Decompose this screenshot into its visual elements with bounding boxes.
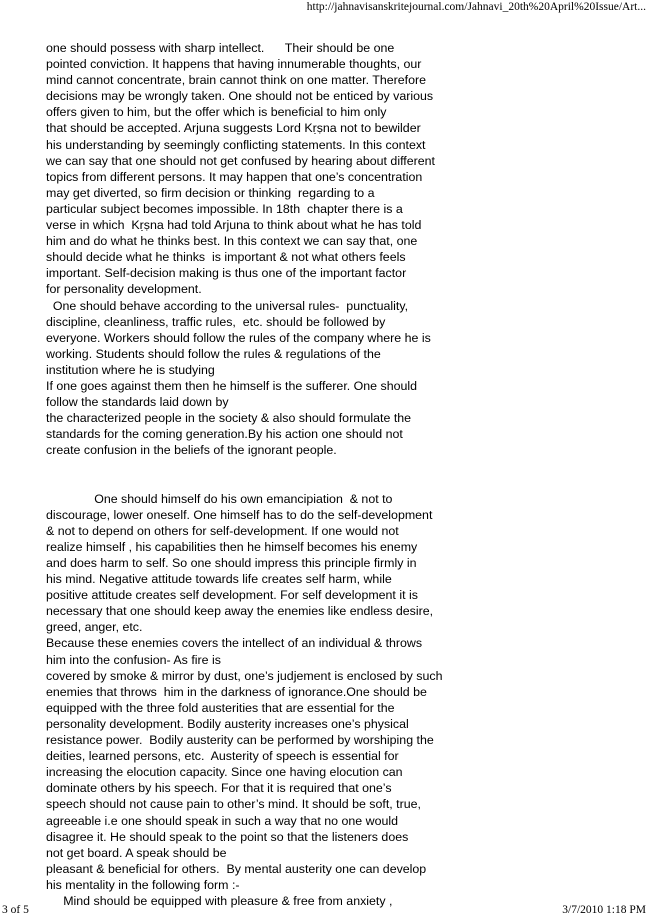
text-line: increasing the elocution capacity. Since one having elocution can [46, 765, 403, 780]
text-line: working. Students should follow the rules & regulations of the [46, 346, 381, 361]
text-line: mind cannot concentrate, brain cannot think on one matter. Therefore [46, 73, 426, 88]
text-line: necessary that one should keep away the enemies like endless desire, [46, 604, 434, 619]
text-line: verse in which Kṛṣna had told Arjuna to think about what he has told [46, 218, 422, 233]
text-line: Mind should be equipped with pleasure & free from anxiety , [46, 893, 393, 908]
text-line: we can say that one should not get confused by hearing about different [46, 153, 435, 168]
text-line: agreeable i.e one should speak in such a way that no one would [46, 813, 399, 828]
text-line: his mentality in the following form :- [46, 877, 240, 892]
text-line: enemies that throws him in the darkness of ignorance.One should be [46, 684, 427, 699]
text-line: One should himself do his own emancipiation & not to [46, 491, 393, 506]
text-line: One should behave according to the universal rules- punctuality, [46, 298, 409, 313]
text-line: equipped with the three fold austerities that are essential for the [46, 700, 395, 715]
text-line: deities, learned persons, etc. Austerity of speech is essential for [46, 749, 399, 764]
text-line: positive attitude creates self development. For self development it is [46, 588, 418, 603]
text-line: standards for the coming generation.By his action one should not [46, 427, 403, 442]
text-line: pointed conviction. It happens that having innumerable thoughts, our [46, 57, 422, 72]
text-line: particular subject becomes impossible. In 18th chapter there is a [46, 201, 403, 216]
text-line: personality development. Bodily austerity increases one’s physical [46, 716, 409, 731]
text-line: for personality development. [46, 282, 202, 297]
text-line: pleasant & beneficial for others. By mental austerity one can develop [46, 861, 427, 876]
text-line: not get board. A speak should be [46, 845, 227, 860]
text-line: his mind. Negative attitude towards life creates self harm, while [46, 572, 392, 587]
text-line: If one goes against them then he himself is the sufferer. One should [46, 378, 418, 393]
text-line: create confusion in the beliefs of the ignorant people. [46, 443, 337, 458]
text-line: should decide what he thinks is important & not what others feels [46, 250, 406, 265]
text-line: everyone. Workers should follow the rules of the company where he is [46, 330, 431, 345]
text-line: may get diverted, so firm decision or thinking regarding to a [46, 185, 375, 200]
text-line: offers given to him, but the offer which is beneficial to him only [46, 105, 387, 120]
page-number: 3 of 5 [2, 904, 29, 916]
paragraph-gap [46, 458, 646, 474]
paragraph-block-1 [46, 40, 646, 458]
browser-print-url-header: http://jahnavisanskritejournal.com/Jahnavi_20th%20April%20Issue/Art... [306, 1, 646, 13]
text-line: discipline, cleanliness, traffic rules, etc. should be followed by [46, 314, 386, 329]
text-line: realize himself , his capabilities then he himself becomes his enemy [46, 539, 418, 554]
text-line: him into the confusion- As fire is [46, 652, 221, 667]
text-line: Because these enemies covers the intellect of an individual & throws [46, 636, 423, 651]
text-line: covered by smoke & mirror by dust, one’s judjement is enclosed by such [46, 668, 443, 683]
text-line: his understanding by seemingly conflicting statements. In this context [46, 137, 426, 152]
text-line: institution where he is studying [46, 362, 215, 377]
text-line: one should possess with sharp intellect. Their should be one [46, 41, 395, 55]
paragraph-block-2 [46, 491, 646, 909]
text-line: discourage, lower oneself. One himself has to do the self-development [46, 507, 433, 522]
text-line: that should be accepted. Arjuna suggests Lord Kṛṣna not to bewilder [46, 121, 421, 136]
text-line: him and do what he thinks best. In this context we can say that, one [46, 234, 418, 249]
text-line: disagree it. He should speak to the point so that the listeners does [46, 829, 409, 844]
text-line: decisions may be wrongly taken. One should not be enticed by various [46, 89, 434, 104]
text-line: & not to depend on others for self-development. If one would not [46, 523, 399, 538]
text-line: important. Self-decision making is thus one of the important factor [46, 266, 407, 281]
print-datetime: 3/7/2010 1:18 PM [562, 904, 646, 916]
text-line: follow the standards laid down by [46, 395, 229, 410]
text-line: dominate others by his speech. For that it is required that one’s [46, 781, 392, 796]
text-line: and does harm to self. So one should impress this principle firmly in [46, 556, 417, 570]
text-line: speech should not cause pain to other’s mind. It should be soft, true, [46, 797, 421, 812]
text-line: topics from different persons. It may happen that one’s concentration [46, 169, 423, 184]
text-line: the characterized people in the society & also should formulate the [46, 411, 412, 426]
paragraph-gap [46, 475, 646, 491]
article-body [46, 40, 646, 909]
text-line: greed, anger, etc. [46, 620, 143, 635]
text-line: resistance power. Bodily austerity can be performed by worshiping the [46, 733, 434, 748]
